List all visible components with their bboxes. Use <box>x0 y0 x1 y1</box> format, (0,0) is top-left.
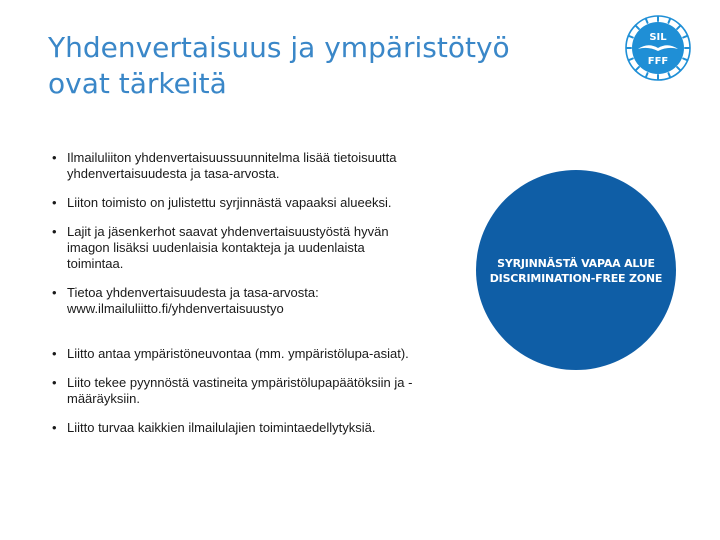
bullet-item: • Liiton toimisto on julistettu syrjinnästä vapaaksi alueeksi. <box>52 195 422 211</box>
discrimination-free-zone-badge <box>476 170 676 370</box>
logo-top-text: SIL <box>649 32 667 43</box>
bullet-item: • Liitto antaa ympäristöneuvontaa (mm. ympäristölupa-asiat). <box>52 346 422 362</box>
bullet-item: • Liito tekee pyynnöstä vastineita ympäristölupapäätöksiin ja -määräyksiin. <box>52 375 422 407</box>
bullet-item: • Ilmailuliiton yhdenvertaisuussuunnitelma lisää tietoisuutta yhdenvertaisuudesta ja tasa-arvosta. <box>52 150 422 182</box>
badge-line-finnish: SYRJINNÄSTÄ VAPAA ALUE <box>497 257 655 270</box>
bullet-item: • Tietoa yhdenvertaisuudesta ja tasa-arvosta: www.ilmailuliitto.fi/yhdenvertaisuustyo <box>52 285 422 317</box>
bullet-list <box>52 150 422 449</box>
badge-line-english: DISCRIMINATION-FREE ZONE <box>489 272 663 285</box>
slide-title-line-2: ovat tärkeitä <box>48 67 227 100</box>
bullet-item: • Liitto turvaa kaikkien ilmailulajien toimintaedellytyksiä. <box>52 420 422 436</box>
slide-title-line-1: Yhdenvertaisuus ja ympäristötyö <box>48 31 510 64</box>
sil-fff-emblem-icon <box>624 14 692 82</box>
bullet-item: • Lajit ja jäsenkerhot saavat yhdenvertaisuustyöstä hyvän imagon lisäksi uudenlaisia kontakteja ja uudenlaista toimintaa. <box>52 224 422 272</box>
slide-title <box>48 30 568 102</box>
logo-bottom-text: FFF <box>647 56 669 67</box>
badge-text <box>476 256 676 286</box>
